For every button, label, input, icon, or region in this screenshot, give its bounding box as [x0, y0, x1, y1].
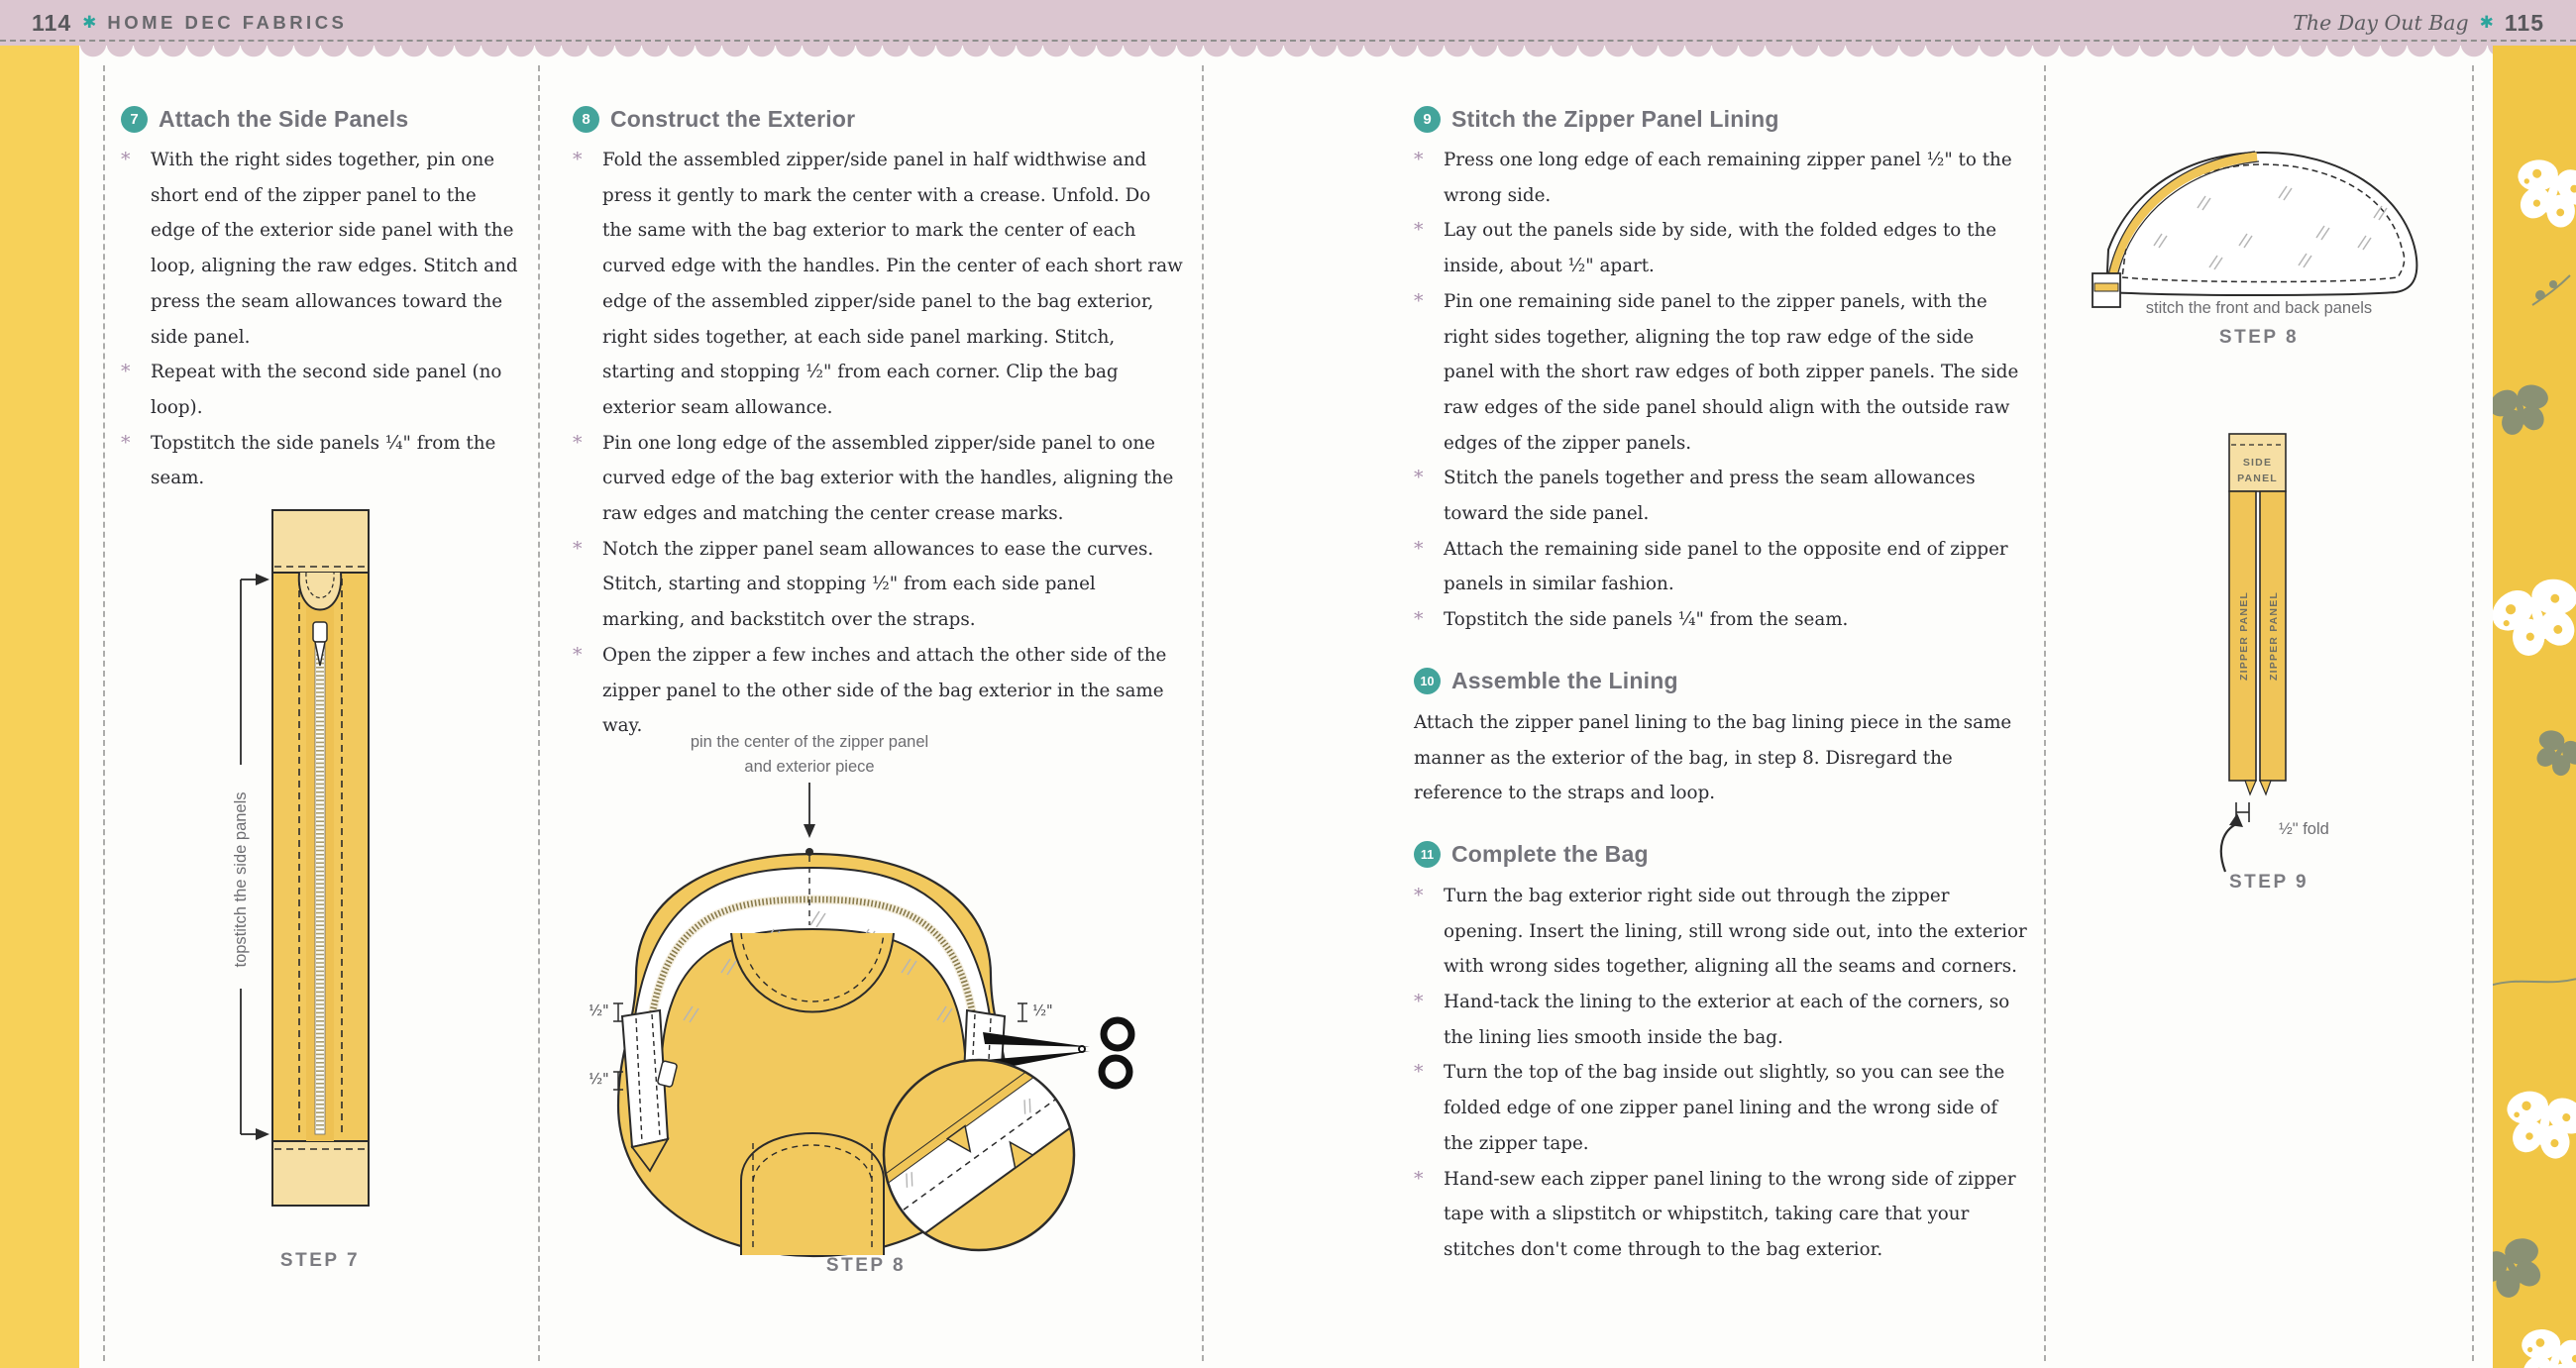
step-title: Construct the Exterior	[610, 105, 856, 132]
bullet-asterisk-icon: *	[1414, 608, 1424, 631]
instruction-bullet	[1414, 879, 2028, 985]
bullet-text: Open the zipper a few inches and attach the other side of the zipper panel to the other side of the bag exterior in the same way.	[602, 644, 1167, 737]
instruction-bullet	[1414, 1055, 2028, 1161]
arrowhead-icon	[256, 1128, 269, 1140]
panel-label: SIDE	[2242, 457, 2273, 469]
instruction-bullet	[573, 426, 1183, 532]
bullet-asterisk-icon: *	[1414, 149, 1424, 170]
bullet-text: Repeat with the second side panel (no loop).	[151, 362, 502, 418]
measure-label: ½"	[1032, 1003, 1053, 1019]
bullet-asterisk-icon: *	[573, 537, 583, 560]
column-steps-9-10-11	[1414, 101, 2028, 1268]
column-step-7	[121, 101, 519, 496]
figure-annotation: ½" fold	[2279, 820, 2329, 838]
chapter-title: The Day Out Bag	[2293, 11, 2469, 35]
column-rule	[2472, 65, 2474, 1361]
bullet-asterisk-icon: *	[1414, 289, 1424, 312]
bullet-asterisk-icon: *	[121, 431, 131, 454]
bullet-asterisk-icon: *	[573, 431, 583, 454]
column-rule	[103, 65, 105, 1361]
measure-label: ½"	[589, 1003, 609, 1019]
page-number-left: 114	[32, 9, 72, 36]
figure-step7-zipper-panel	[188, 495, 545, 1278]
figure-step8-front-back	[2069, 127, 2455, 355]
bullet-text: Stitch the panels together and press the seam allowances toward the side panel.	[1444, 468, 1976, 525]
instruction-bullet	[1414, 985, 2028, 1055]
section-title: HOME DEC FABRICS	[107, 12, 348, 33]
panel-label: ZIPPER PANEL	[2238, 590, 2250, 682]
step-number-badge: 8	[573, 106, 599, 133]
instruction-bullet	[121, 355, 519, 425]
instruction-bullet	[1414, 532, 2028, 602]
bullet-asterisk-icon: *	[121, 361, 131, 383]
bullet-text: Turn the top of the bag inside out slightly, so you can see the folded edge of one zipper panel lining and the wrong side of the zipper tape.	[1444, 1062, 2005, 1154]
bullet-asterisk-icon: *	[1414, 219, 1424, 242]
step-number-badge: 9	[1414, 106, 1441, 133]
asterisk-divider-icon: ✱	[82, 13, 97, 33]
header-right	[2293, 10, 2544, 37]
step-number-badge: 11	[1414, 841, 1441, 868]
bullet-text: Topstitch the side panels ¼" from the seam.	[1444, 609, 1849, 631]
panel-label: PANEL	[2237, 473, 2278, 484]
panel-label: ZIPPER PANEL	[2268, 590, 2280, 682]
bullet-asterisk-icon: *	[1414, 884, 1424, 906]
bullet-text: Pin one remaining side panel to the zipper panels, with the right sides together, aligning the top raw edge of the side panel with the short raw edges of both zipper panels. The side raw edges of the side panel should align with the outside raw edges of the zipper panels.	[1444, 290, 2019, 454]
bullet-asterisk-icon: *	[573, 149, 583, 170]
bullet-asterisk-icon: *	[1414, 537, 1424, 560]
bullet-text: Hand-sew each zipper panel lining to the wrong side of zipper tape with a slipstitch or whipstitch, taking care that your stitches don't come through to the bag exterior.	[1444, 1168, 2016, 1260]
figure-annotation: pin the center of the zipper panel	[690, 733, 929, 751]
bullet-text: Hand-tack the lining to the exterior at each of the corners, so the lining lies smooth inside the bag.	[1444, 992, 2010, 1048]
figure-annotation: stitch the front and back panels	[2145, 299, 2373, 317]
figure-step8-bag-assembly	[575, 723, 1189, 1278]
step-title: Complete the Bag	[1451, 841, 1649, 868]
header-dashed-rule	[0, 40, 2576, 42]
instruction-bullet	[1414, 143, 2028, 213]
bullet-text: Topstitch the side panels ¼" from the seam.	[151, 432, 496, 489]
figure-step9-panel-lining	[2219, 424, 2447, 899]
instruction-bullet	[1414, 1162, 2028, 1268]
bullet-asterisk-icon: *	[1414, 467, 1424, 489]
bullet-text: Attach the remaining side panel to the opposite end of zipper panels in similar fashion.	[1444, 538, 2008, 595]
step-title: Stitch the Zipper Panel Lining	[1451, 105, 1779, 132]
column-step-8	[573, 101, 1183, 744]
arrowhead-icon	[256, 574, 269, 585]
right-fabric-border	[2493, 46, 2576, 1368]
figure-annotation: and exterior piece	[744, 758, 875, 776]
bullet-text: Press one long edge of each remaining zipper panel ½" to the wrong side.	[1444, 150, 2012, 206]
instruction-bullet	[573, 532, 1183, 638]
instruction-bullet	[121, 426, 519, 496]
left-fabric-border	[0, 46, 79, 1368]
bullet-text: Fold the assembled zipper/side panel in half widthwise and press it gently to mark the center with a crease. Unfold. Do the same with the bag exterior to mark the center of each curved edge with the handles. Pin the center of each short raw edge of the assembled zipper/side panel to the bag exterior, right sides together, at each side panel marking. Stitch, starting and stopping ½" from each corner. Clip the bag exterior seam allowance.	[602, 150, 1183, 418]
column-rule	[2044, 65, 2046, 1361]
step-number-badge: 7	[121, 106, 148, 133]
figure-caption: STEP 7	[279, 1250, 361, 1271]
arrowhead-icon	[2229, 813, 2243, 827]
bullet-text: With the right sides together, pin one short end of the zipper panel to the edge of the exterior side panel with the loop, aligning the raw edges. Stitch and press the seam allowances toward the side panel.	[151, 150, 518, 348]
instruction-bullet	[1414, 284, 2028, 462]
bullet-asterisk-icon: *	[1414, 1061, 1424, 1084]
arrowhead-icon	[804, 824, 815, 838]
instruction-bullet	[1414, 461, 2028, 531]
measure-label: ½"	[589, 1072, 609, 1088]
bullet-text: Turn the bag exterior right side out through the zipper opening. Insert the lining, still wrong side out, into the exterior with wrong sides together, aligning all the seams and corners.	[1444, 885, 2027, 978]
bullet-text: Pin one long edge of the assembled zipper/side panel to one curved edge of the bag exterior with the handles, aligning the raw edges and matching the center crease marks.	[602, 432, 1174, 525]
header-scallop-edge	[0, 46, 2576, 60]
figure-caption: STEP 8	[825, 1255, 907, 1276]
instruction-bullet	[1414, 602, 2028, 638]
figure-caption: STEP 8	[2218, 327, 2300, 348]
header-left	[32, 10, 347, 37]
bullet-asterisk-icon: *	[573, 643, 583, 666]
butterfly-fabric-art	[2493, 46, 2576, 1368]
step-number-badge: 10	[1414, 668, 1441, 694]
bullet-asterisk-icon: *	[1414, 991, 1424, 1013]
bullet-text: Notch the zipper panel seam allowances to ease the curves. Stitch, starting and stopping ½" from each side panel marking, and backstitch over the straps.	[602, 538, 1154, 631]
page-number-right: 115	[2504, 9, 2544, 36]
instruction-bullet	[1414, 213, 2028, 283]
bullet-text: Lay out the panels side by side, with the folded edges to the inside, about ½" apart.	[1444, 220, 1997, 277]
step-title: Assemble the Lining	[1451, 668, 1678, 694]
asterisk-divider-icon: ✱	[2479, 13, 2494, 33]
figure-caption: STEP 9	[2229, 872, 2309, 893]
instruction-bullet	[573, 143, 1183, 426]
bullet-asterisk-icon: *	[121, 149, 131, 170]
instruction-bullet	[121, 143, 519, 355]
instruction-paragraph: Attach the zipper panel lining to the bag lining piece in the same manner as the exterior of the bag, in step 8. Disregard the reference to the straps and loop.	[1414, 711, 2012, 804]
step-title: Attach the Side Panels	[159, 105, 409, 132]
column-rule	[1202, 65, 1204, 1361]
bullet-asterisk-icon: *	[1414, 1167, 1424, 1190]
figure-annotation: topstitch the side panels	[232, 791, 250, 968]
